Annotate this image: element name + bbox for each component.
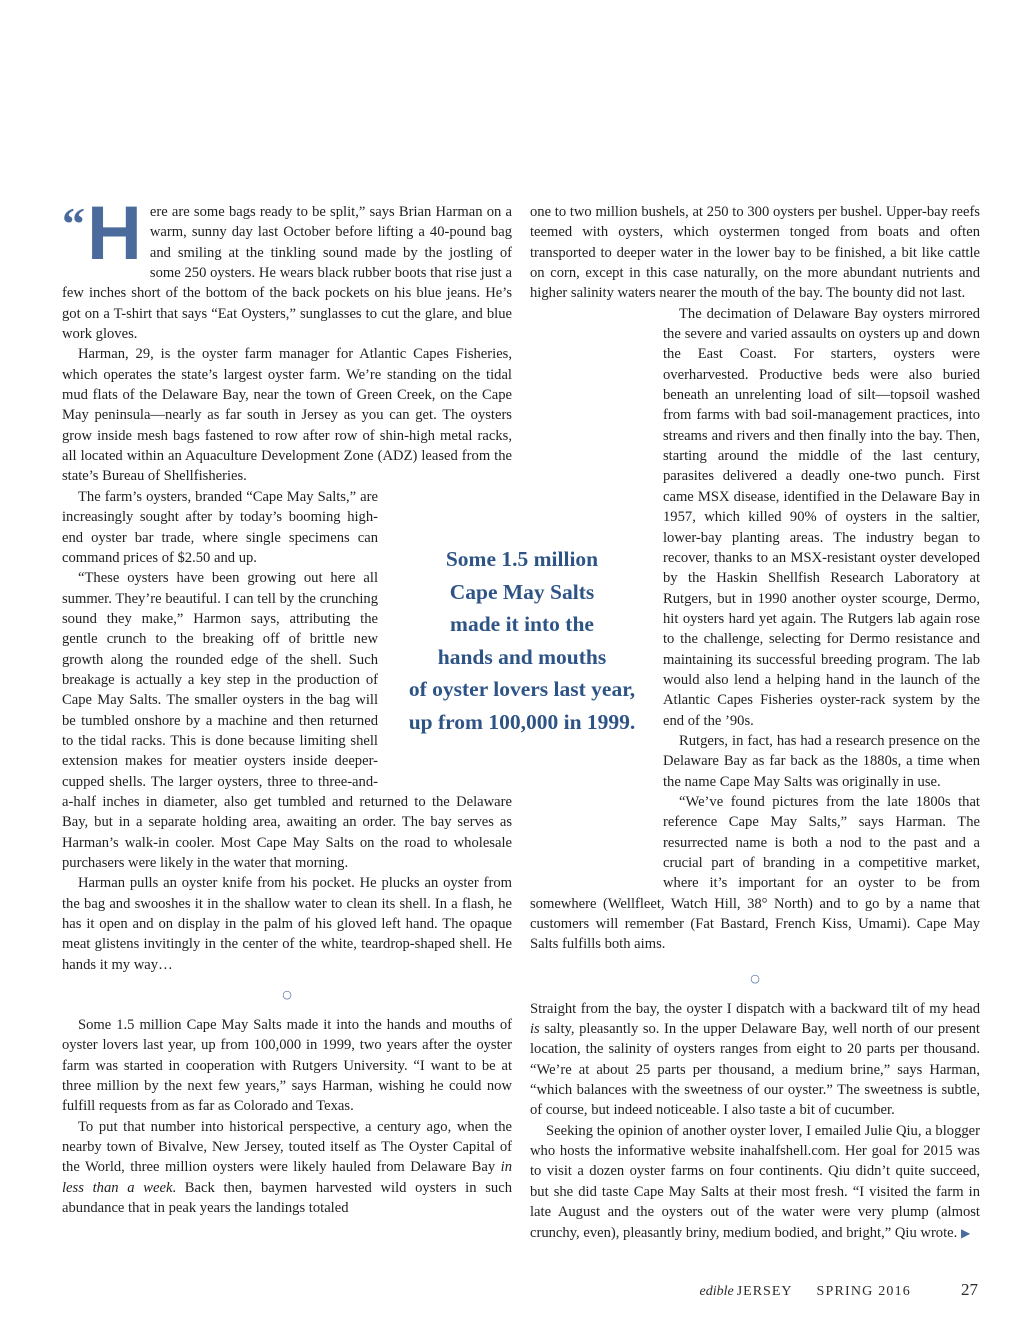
paragraph: “These oysters have been growing out here all summer. They’re beautiful. I can tell by the crunching sound they make,” Harmon says, attributing the gentle crunch to the breaking off of brittle new growth along the rounded edge of the shell. Such breakage is actually a key step in the production of Cape May Salts. The smaller oysters in the bag will be tumbled onshore by a machine and then returned to the tidal racks. This is done because limiting shell extension makes for meatier oysters inside deeper-cupped shells. The larger oysters, three to three-and-a-half inches in diameter, also get tumbled and returned to the Delaware Bay, but in a separate holding area, awaiting an order. The bay serves as Harman’s walk-in cooler. Most Cape May Salts on the road to wholesale purchasers were likely in the water that morning. [62,570,512,871]
pull-quote-line: of oyster lovers last year, [408,677,636,701]
paragraph-text: salty, pleasantly so. In the upper Delaware Bay, well north of our present location, the salinity of oysters ranges from eight to 20 parts per thousand. “We’re at about 25 parts per thousand, a medium brine,” says Harman, “which balances with the sweetness of our oyster.” The sweetness is subtle, of course, but indeed noticeable. I also taste a bit of cucumber. [530,1021,980,1119]
paragraph-text: Seeking the opinion of another oyster lover, I emailed Julie Qiu, a blogger who hosts the informative website inahalfshell.com. Her goal for 2015 was to visit a dozen oyster farms on four continents. Qiu didn’t quite succeed, but she did taste Cape May Salts at their most fresh. “I visited the farm in late August and the oysters out of the water were very plump (almost crunchy, even), pleasantly briny, medium bodied, and bright,” Qiu wrote. [530,1122,980,1241]
paragraph-text: . Back then, baymen harvested wild oysters in such abundance that in peak years the landings totaled [62,1179,512,1217]
section-separator: ○ [282,988,292,1002]
paragraph [530,1121,980,1243]
pull-quote [398,543,646,738]
paragraph: The decimation of Delaware Bay oysters mirrored the severe and varied assaults on oysters up and down the East Coast. For starters, oysters were overharvested. Productive beds were also buried beneath an unrelenting load of silt—topsoil washed from farms with bad soil-management practices, into streams and rivers and then finally into the bay. Then, starting around the middle of the last century, parasites delivered a deadly one-two punch. First came MSX disease, identified in the Delaware Bay in 1957, which killed 90% of oysters in the saltier, lower-bay planting areas. The industry began to recover, thanks to an MSX-resistant oyster developed by the Haskin Shellfish Research Laboratory at Rutgers, but in 1990 another oyster scourge, Dermo, hit oysters hard yet again. The Rutgers lab again rose to the challenge, selecting for Dermo resistance and maintaining its successful breeding program. The lab would also lend a helping hand in the launch of the Atlantic Capes Fisheries oyster-rack system by the end of the ’90s. [663,305,980,729]
pull-quote-line: up from 100,000 in 1999. [408,709,636,734]
footer-issue: SPRING 2016 [816,1284,911,1299]
paragraph: Rutgers, in fact, has had a research presence on the Delaware Bay as far back as the 1880s, a time when the name Cape May Salts was originally in use. [663,732,980,790]
section-separator: ○ [750,971,760,985]
pull-quote-line: hands and mouths [437,644,607,669]
page-number: 27 [961,1280,978,1299]
drop-cap-letter: H [87,191,142,276]
emphasis-text: is [530,1021,540,1038]
paragraph: The farm’s oysters, branded “Cape May Salts,” are increasingly sought after by today’s booming high-end oyster bar trade, where single specimens can command prices of $2.50 and up. [62,488,378,566]
paragraph: Some 1.5 million Cape May Salts made it into the hands and mouths of oyster lovers last year, up from 100,000 in 1999, two years after the oyster farm was started in cooperation with Rutgers University. “I want to be at three million by the next few years,” says Harman, wishing he could now fulfill requests from as far as Colorado and Texas. [62,1017,512,1115]
paragraph: Harman pulls an oyster knife from his pocket. He plucks an oyster from the bag and swooshes it in the shallow water to clean its shell. In a flash, he has it open and on display in the palm of his gloved left hand. The opaque meat glistens invitingly in the center of the white, teardrop-shaped shell. He hands it my way… [62,875,512,973]
pull-quote-line: Some 1.5 million [445,547,599,571]
paragraph [530,999,980,1121]
footer-brand-italic: edible [699,1284,734,1299]
paragraph-text: ere are some bags ready to be split,” says Brian Harman on a warm, sunny day last October before lifting a 40-pound bag and smiling at the tinkling sound made by the jostling of some 250 oysters. He wears black rubber boots that rise just a few inches short of the bottom of the back pockets on his blue jeans. He’s got on a T-shirt that says “Eat Oysters,” sunglasses to cut the glare, and blue work gloves. [62,204,512,343]
paragraph: Harman, 29, is the oyster farm manager for Atlantic Capes Fisheries, which operates the state’s largest oyster farm. We’re standing on the tidal mud flats of the Delaware Bay, near the town of Green Creek, on the Cape May peninsula—nearly as far south in Jersey as you can get. The oysters grow inside mesh bags fastened to row after row of shin-high metal racks, all located within an Aquaculture Development Zone (ADZ) leased from the state’s Bureau of Shellfisheries. [62,346,512,485]
paragraph-text: Straight from the bay, the oyster I dispatch with a backward tilt of my head [530,1000,980,1017]
drop-cap [62,191,142,276]
pull-quote-line: Cape May Salts [449,579,595,604]
paragraph [62,191,512,344]
paragraph: one to two million bushels, at 250 to 300 oysters per bushel. Upper-bay reefs teemed with oysters, which oystermen tonged from boats and often transported to deeper water in the lower bay to be finished, a bit like cattle on corn, except in this case naturally, on the more abundant nutrients and higher salinity waters nearer the mouth of the bay. The bounty did not last. [530,204,980,302]
emphasis-text: in less than a week [62,1159,512,1196]
footer-brand-caps: JERSEY [736,1284,793,1299]
pull-quote-line: made it into the [450,612,594,636]
paragraph-text: To put that number into historical perspective, a century ago, when the nearby town of Bivalve, New Jersey, touted itself as The Oyster Capital of the World, three million oysters were likely hauled from Delaware Bay [62,1118,512,1176]
end-mark-icon: ▶ [960,1225,971,1240]
page-footer [699,1280,978,1300]
paragraph [62,1117,512,1219]
drop-cap-quote: “ [62,198,85,249]
paragraph: “We’ve found pictures from the late 1800s that reference Cape May Salts,” says Harman. The resurrected name is both a nod to the past and a crucial part of branding in a competitive market, where it’s important for an oyster to be from somewhere (Wellfleet, Watch Hill, 38° North) and to go by a name that customers will remember (Fat Bastard, French Kiss, Umami). Cape May Salts fulfills both aims. [530,793,980,953]
